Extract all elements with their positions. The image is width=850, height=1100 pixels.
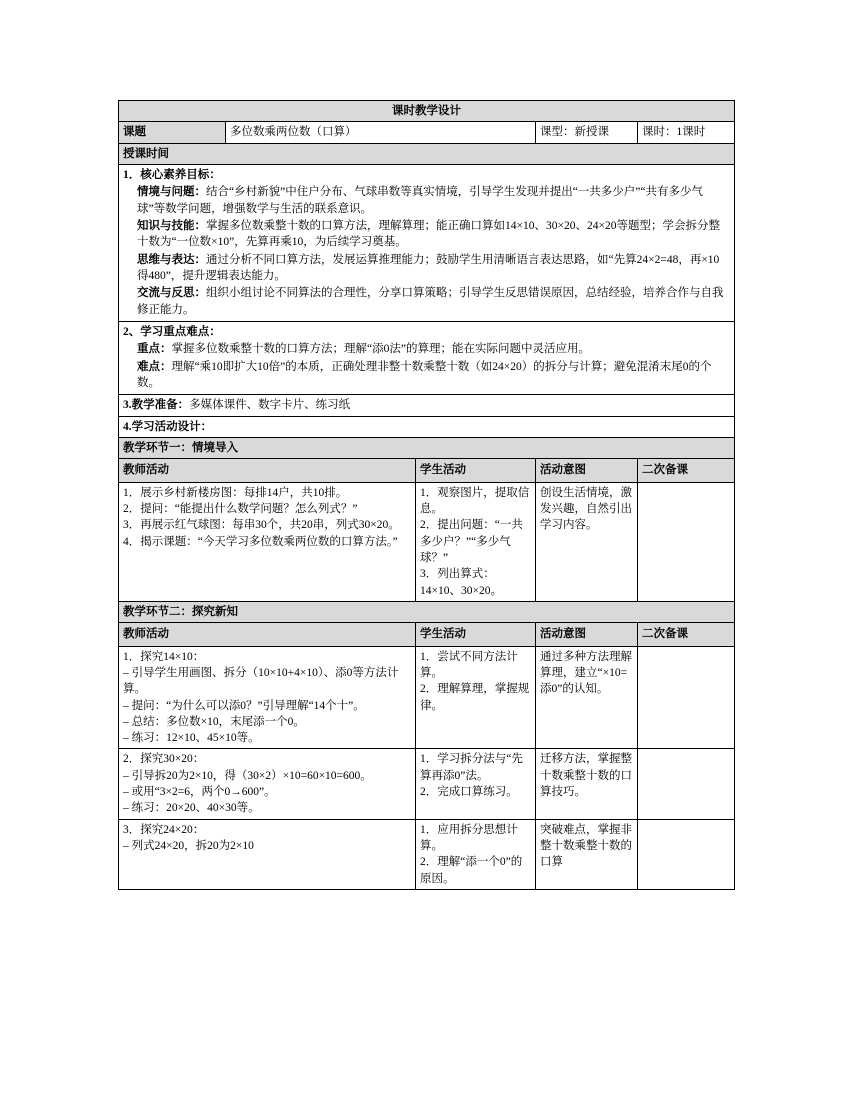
activity-line: 4．揭示课题：“今天学习多位数乘两位数的口算方法。”	[123, 535, 398, 548]
activity-line: – 列式24×20，拆20为2×10	[123, 840, 254, 853]
student-activity-cell	[416, 749, 536, 819]
table-row	[119, 416, 735, 437]
teacher-activity-cell	[119, 646, 416, 749]
activity-line: 1．学习拆分法与“先算再添0”法。	[420, 753, 523, 782]
activity-line: 创设生活情境，激发兴趣，自然引出学习内容。	[540, 486, 632, 532]
intent-cell	[536, 646, 638, 749]
topic-label: 课题	[119, 122, 226, 143]
core-literacy-item	[123, 218, 730, 251]
table-header-row	[119, 623, 735, 646]
activity-line: – 练习：20×20、40×30等。	[123, 802, 260, 815]
table-row	[119, 437, 735, 458]
activity-line: – 总结：多位数×10，末尾添一个0。	[123, 715, 305, 728]
table-row	[119, 749, 735, 819]
item-text: 通过分析不同口算方法，发展运算推理能力；鼓励学生用清晰语言表达思路，如“先算24×2=48，再×10得480”，提升逻辑表达能力。	[137, 253, 720, 282]
activity-line: 3．列出算式：14×10、30×20。	[420, 568, 502, 597]
table-header-row	[119, 459, 735, 482]
activity-line: 1．尝试不同方法计算。	[420, 650, 518, 679]
secondary-notes-cell[interactable]	[638, 646, 735, 749]
intent-cell	[536, 819, 638, 889]
intent-cell	[536, 482, 638, 601]
item-lead: 交流与反思：	[137, 287, 206, 300]
key-difficulty-heading: 2、学习重点难点：	[123, 325, 221, 338]
preparation-heading: 3.教学准备：	[123, 399, 190, 412]
core-literacy-item	[123, 252, 730, 285]
col-header-intent: 活动意图	[536, 623, 638, 646]
item-lead: 难点：	[137, 360, 172, 373]
lesson-period: 课时：1课时	[638, 122, 735, 143]
table-row	[119, 122, 735, 143]
secondary-notes-cell[interactable]	[638, 749, 735, 819]
activity-line: 3．再展示红气球图：每串30个，共20串，列式30×20。	[123, 519, 400, 532]
key-difficulty-item	[123, 359, 730, 392]
table-row	[119, 395, 735, 416]
student-activity-cell	[416, 819, 536, 889]
section-title-2: 教学环节二：探究新知	[119, 601, 735, 622]
activity-line: 2．提出问题：“一共多少户？”“多少气球？”	[420, 519, 523, 564]
activity-line: 迁移方法，掌握整十数乘整十数的口算技巧。	[540, 753, 632, 799]
activity-line: 通过多种方法理解算理，建立“×10=添0”的认知。	[540, 650, 632, 696]
activity-line: 1．应用拆分思想计算。	[420, 823, 518, 853]
col-header-teacher: 教师活动	[119, 459, 416, 482]
teacher-activity-cell	[119, 819, 416, 889]
activity-design-heading: 4.学习活动设计：	[119, 416, 735, 437]
item-lead: 重点：	[137, 343, 172, 356]
student-activity-cell	[416, 482, 536, 601]
activity-line: 2．探究30×20：	[123, 753, 205, 766]
item-lead: 情境与问题：	[137, 186, 206, 199]
table-row	[119, 482, 735, 601]
activity-line: – 引导拆20为2×10，得（30×2）×10=60×10=600。	[123, 769, 372, 782]
intent-cell	[536, 749, 638, 819]
col-header-teacher: 教师活动	[119, 623, 416, 646]
activity-line: 2．完成口算练习。	[420, 786, 518, 799]
col-header-notes: 二次备课	[638, 459, 735, 482]
lesson-plan-table	[118, 100, 735, 890]
core-literacy-heading: 1．核心素养目标：	[123, 168, 221, 181]
teacher-activity-cell	[119, 749, 416, 819]
table-row	[119, 819, 735, 889]
table-row	[119, 101, 735, 122]
core-literacy-item	[123, 285, 730, 318]
key-difficulty-cell	[119, 321, 735, 394]
activity-line: 1．观察图片，提取信息。	[420, 486, 530, 515]
lesson-type: 课型：新授课	[536, 122, 638, 143]
table-row	[119, 601, 735, 622]
item-text: 掌握多位数乘整十数的口算方法，理解算理；能正确口算如14×10、30×20、24×20等题型；学会拆分整十数为“一位数×10”，先算再乘10，为后续学习奠基。	[137, 219, 720, 249]
secondary-notes-cell[interactable]	[638, 482, 735, 601]
teacher-activity-cell	[119, 482, 416, 601]
class-time-label: 授课时间	[119, 143, 735, 164]
preparation-cell	[119, 395, 735, 416]
activity-line: 2．提问：“能提出什么数学问题？怎么列式？”	[123, 502, 358, 515]
table-row	[119, 321, 735, 394]
activity-line: 3．探究24×20：	[123, 823, 205, 836]
activity-line: 1．展示乡村新楼房图：每排14户，共10排。	[123, 486, 348, 499]
activity-line: 2．理解算理，掌握规律。	[420, 683, 530, 712]
table-row	[119, 646, 735, 749]
core-literacy-item	[123, 184, 730, 217]
secondary-notes-cell[interactable]	[638, 819, 735, 889]
item-text: 理解“乘10即扩大10倍”的本质，正确处理非整十数乘整十数（如24×20）的拆分与计算；避免混淆末尾0的个数。	[137, 360, 712, 389]
col-header-intent: 活动意图	[536, 459, 638, 482]
activity-line: – 或用“3×2=6，两个0→600”。	[123, 786, 276, 799]
item-text: 结合“乡村新貌”中住户分布、气球串数等真实情境，引导学生发现并提出“一共多少户”“共有多少气球”等数学问题，增强数学与生活的联系意识。	[137, 186, 704, 215]
document-title: 课时教学设计	[119, 101, 735, 122]
student-activity-cell	[416, 646, 536, 749]
col-header-student: 学生活动	[416, 623, 536, 646]
col-header-student: 学生活动	[416, 459, 536, 482]
activity-line: 1．探究14×10：	[123, 650, 205, 663]
activity-line: – 提问：“为什么可以添0？”引导理解“14个十”。	[123, 699, 365, 712]
item-text: 掌握多位数乘整十数的口算方法；理解“添0法”的算理；能在实际问题中灵活应用。	[171, 343, 590, 356]
activity-line: 突破难点，掌握非整十数乘整十数的口算	[540, 823, 632, 869]
section-title-1: 教学环节一：情境导入	[119, 437, 735, 458]
table-row	[119, 164, 735, 321]
preparation-text: 多媒体课件、数字卡片、练习纸	[189, 399, 351, 412]
item-lead: 思维与表达：	[137, 253, 206, 266]
activity-line: – 引导学生用画图、拆分（10×10+4×10）、添0等方法计算。	[123, 666, 399, 696]
key-difficulty-item	[123, 341, 730, 357]
item-lead: 知识与技能：	[137, 219, 206, 232]
topic-value: 多位数乘两位数（口算）	[226, 122, 536, 143]
table-row	[119, 143, 735, 164]
activity-line: – 练习：12×10、45×10等。	[123, 732, 260, 745]
col-header-notes: 二次备课	[638, 623, 735, 646]
item-text: 组织小组讨论不同算法的合理性，分享口算策略；引导学生反思错误原因，总结经验，培养合作与自我修正能力。	[137, 287, 724, 316]
activity-line: 2．理解“添一个0”的原因。	[420, 856, 523, 885]
core-literacy-cell	[119, 164, 735, 321]
